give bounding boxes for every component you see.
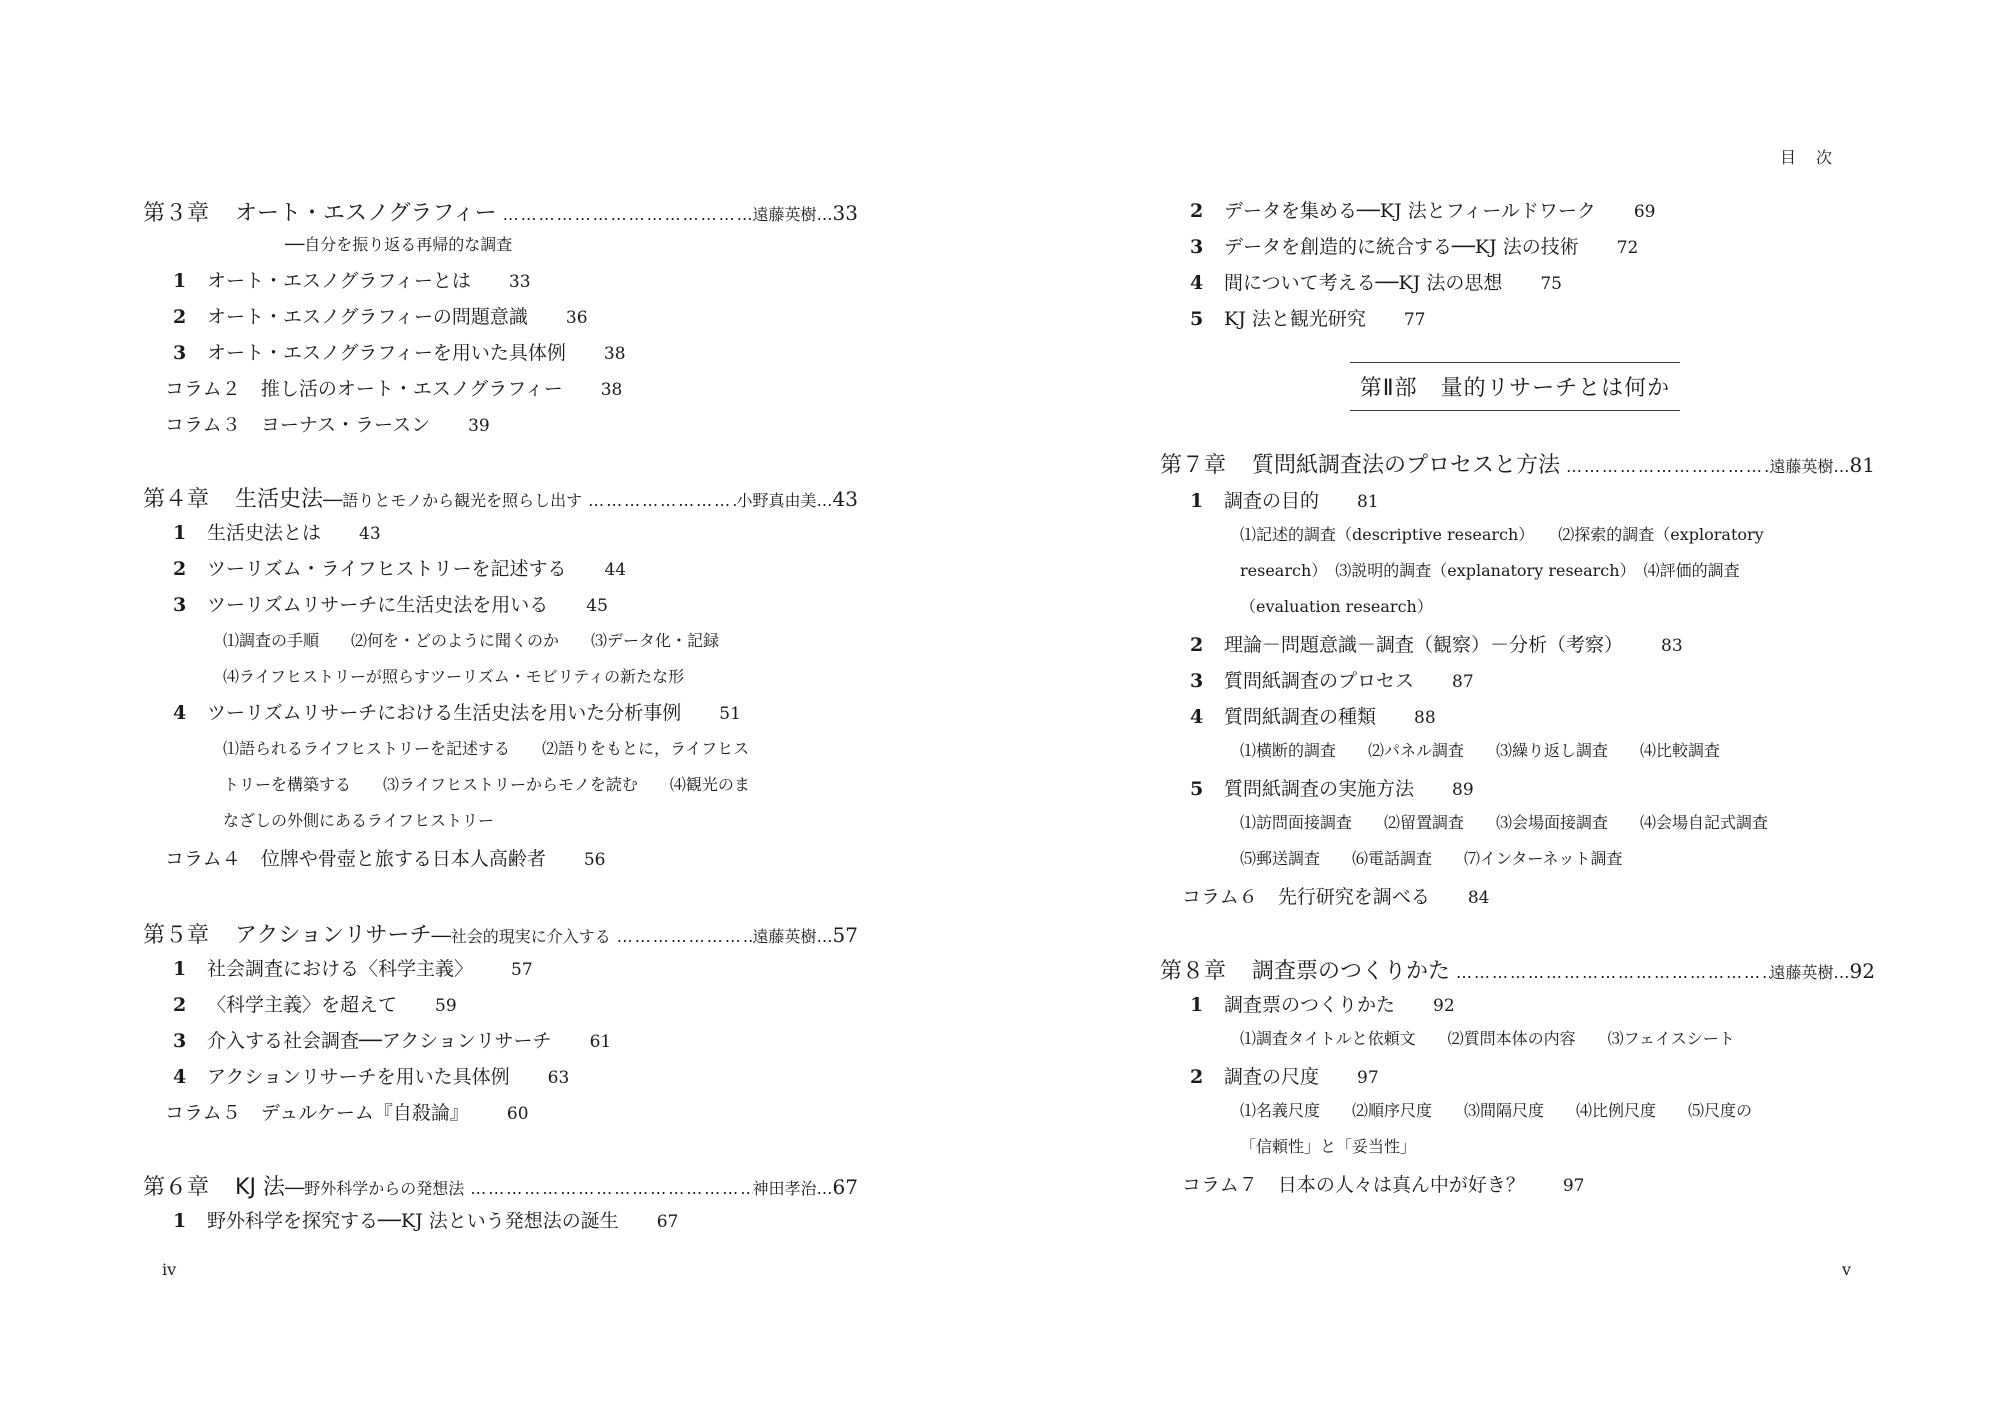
chapter-page: 67 [832, 1175, 858, 1199]
toc-section: 4 アクションリサーチを用いた具体例 63 [173, 1066, 570, 1088]
chapter-number: 第３章 [143, 201, 210, 226]
chapter-author: 神田孝治… [752, 1179, 833, 1198]
toc-subitems: research） ⑶説明的調査（explanatory research） ⑷評価的調査 [1240, 561, 1740, 580]
dot-leader [611, 927, 753, 946]
toc-section: 2 〈科学主義〉を超えて 59 [173, 994, 457, 1016]
chapter-5-heading [143, 918, 858, 949]
toc-column: コラム２ 推し活のオート・エスノグラフィー 38 [165, 378, 623, 400]
chapter-page: 57 [832, 923, 858, 947]
dot-leader [464, 1179, 752, 1198]
chapter-author: 遠藤英樹… [752, 927, 833, 946]
chapter-page: 43 [832, 487, 858, 511]
chapter-number: 第８章 [1160, 959, 1227, 984]
toc-subitems: ⑷ライフヒストリーが照らすツーリズム・モビリティの新たな形 [223, 667, 685, 686]
toc-section: 2 ツーリズム・ライフヒストリーを記述する 44 [173, 558, 627, 580]
toc-section: 1 調査票のつくりかた 92 [1190, 994, 1455, 1016]
toc-subitems: ⑴横断的調査 ⑵パネル調査 ⑶繰り返し調査 ⑷比較調査 [1240, 741, 1721, 760]
chapter-title: 調査票のつくりかた [1252, 959, 1451, 984]
toc-section: 2 オート・エスノグラフィーの問題意識 36 [173, 306, 588, 328]
toc-column: コラム４ 位牌や骨壺と旅する日本人高齢者 56 [165, 848, 606, 870]
chapter-author: 遠藤英樹… [1769, 963, 1850, 982]
chapter-author: 遠藤英樹… [1769, 457, 1850, 476]
dot-leader [497, 205, 753, 224]
chapter-author: 遠藤英樹… [752, 205, 833, 224]
chapter-title: オート・エスノグラフィー [235, 201, 497, 226]
toc-section: 2 調査の尺度 97 [1190, 1066, 1379, 1088]
folio-right: v [1842, 1260, 1852, 1279]
chapter-number: 第６章 [143, 1175, 210, 1200]
toc-section: 5 質問紙調査の実施方法 89 [1190, 778, 1474, 800]
toc-subitems: ⑴調査の手順 ⑵何を・どのように聞くのか ⑶データ化・記録 [223, 631, 720, 650]
toc-section: 2 理論－問題意識－調査（観察）－分析（考察） 83 [1190, 634, 1683, 656]
toc-section: 2 データを集める──KJ 法とフィールドワーク 69 [1190, 200, 1656, 222]
chapter-3-subtitle: ──自分を振り返る再帰的な調査 [285, 235, 513, 254]
toc-subitems: ⑸郵送調査 ⑹電話調査 ⑺インターネット調査 [1240, 849, 1623, 868]
chapter-7-heading [1160, 448, 1875, 479]
chapter-title: 生活史法 [235, 487, 324, 512]
chapter-title: 質問紙調査法のプロセスと方法 [1252, 453, 1561, 478]
chapter-title: KJ 法 [235, 1175, 285, 1200]
toc-subitems: ⑴調査タイトルと依頼文 ⑵質問本体の内容 ⑶フェイスシート [1240, 1029, 1735, 1048]
chapter-3-heading [143, 196, 858, 227]
toc-section: 4 質問紙調査の種類 88 [1190, 706, 1436, 728]
toc-section: 3 オート・エスノグラフィーを用いた具体例 38 [173, 342, 626, 364]
right-page [1160, 0, 1875, 1414]
part-title: 第Ⅱ部 量的リサーチとは何か [1350, 362, 1680, 411]
toc-section: 5 KJ 法と観光研究 77 [1190, 308, 1426, 330]
left-page [143, 0, 858, 1414]
chapter-page: 92 [1849, 959, 1875, 983]
toc-section: 1 生活史法とは 43 [173, 522, 381, 544]
toc-subitems: （evaluation research） [1240, 597, 1433, 616]
chapter-page: 33 [832, 201, 858, 225]
chapter-4-heading [143, 482, 858, 513]
toc-section: 3 データを創造的に統合する──KJ 法の技術 72 [1190, 236, 1639, 258]
chapter-number: 第７章 [1160, 453, 1227, 478]
toc-column: コラム６ 先行研究を調べる 84 [1182, 886, 1490, 908]
toc-subitems: ⑴名義尺度 ⑵順序尺度 ⑶間隔尺度 ⑷比例尺度 ⑸尺度の [1240, 1101, 1753, 1120]
folio-left: iv [162, 1260, 177, 1279]
toc-section: 3 介入する社会調査──アクションリサーチ 61 [173, 1030, 612, 1052]
toc-section: 4 間について考える──KJ 法の思想 75 [1190, 272, 1562, 294]
toc-section: 4 ツーリズムリサーチにおける生活史法を用いた分析事例 51 [173, 702, 741, 724]
chapter-subtitle: ──野外科学からの発想法 [284, 1179, 465, 1198]
toc-subitems: 「信頼性」と「妥当性」 [1240, 1137, 1417, 1156]
toc-subitems: ⑴記述的調査（descriptive research） ⑵探索的調査（exploratory [1240, 525, 1764, 544]
toc-column: コラム３ ヨーナス・ラースン 39 [165, 414, 490, 436]
chapter-number: 第５章 [143, 923, 210, 948]
toc-subitems: ⑴語られるライフヒストリーを記述する ⑵語りをもとに，ライフヒス [223, 739, 750, 758]
running-header: 目 次 [1780, 148, 1835, 167]
chapter-8-heading [1160, 954, 1875, 985]
toc-subitems: なざしの外側にあるライフヒストリー [223, 811, 495, 830]
toc-section: 1 社会調査における〈科学主義〉 57 [173, 958, 533, 980]
toc-column: コラム７ 日本の人々は真ん中が好き？ 97 [1182, 1174, 1585, 1196]
toc-subitems: トリーを構築する ⑶ライフヒストリーからモノを読む ⑷観光のま [223, 775, 750, 794]
toc-section: 1 オート・エスノグラフィーとは 33 [173, 270, 531, 292]
chapter-subtitle: ──社会的現実に介入する [431, 927, 611, 946]
toc-section: 1 野外科学を探究する──KJ 法という発想法の誕生 67 [173, 1210, 679, 1232]
toc-section: 3 質問紙調査のプロセス 87 [1190, 670, 1474, 692]
dot-leader [1560, 457, 1770, 476]
toc-section: 1 調査の目的 81 [1190, 490, 1379, 512]
chapter-author: 小野真由美… [736, 491, 833, 510]
toc-subitems: ⑴訪問面接調査 ⑵留置調査 ⑶会場面接調査 ⑷会場自記式調査 [1240, 813, 1769, 832]
toc-column: コラム５ デュルケーム『自殺論』 60 [165, 1102, 529, 1124]
toc-section: 3 ツーリズムリサーチに生活史法を用いる 45 [173, 594, 608, 616]
chapter-number: 第４章 [143, 487, 210, 512]
chapter-title: アクションリサーチ [235, 923, 432, 948]
dot-leader [582, 491, 736, 510]
chapter-6-heading [143, 1170, 858, 1201]
chapter-subtitle: ──語りとモノから観光を照らし出す [323, 491, 583, 510]
dot-leader [1450, 963, 1770, 982]
chapter-page: 81 [1849, 453, 1875, 477]
